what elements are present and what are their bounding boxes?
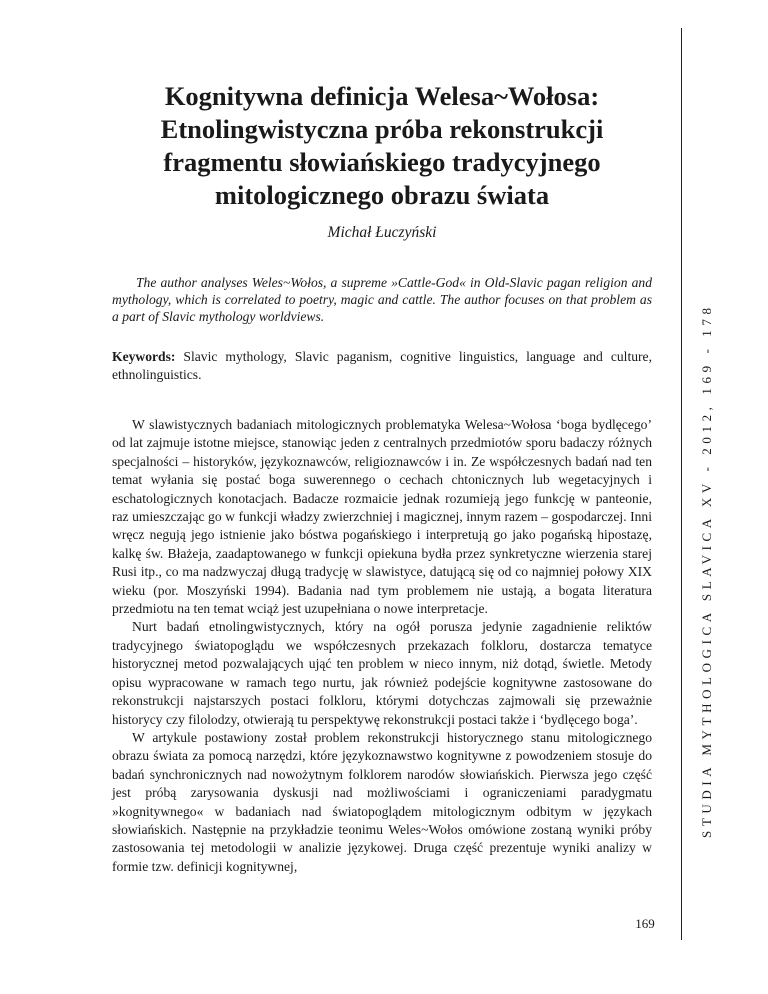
abstract: The author analyses Weles~Wołos, a supreme »Cattle-God« in Old-Slavic pagan religion and mythology, which is correlated to poetry, magic and cattle. The author focuses on that problem as a part of Slavic mythology worldviews.: [112, 275, 652, 325]
title-line-3: fragmentu słowiańskiego tradycyjnego: [163, 147, 601, 177]
running-head: STUDIA MYTHOLOGICA SLAVICA XV - 2012, 169 - 178: [699, 303, 714, 838]
author-name: Michał Łuczyński: [327, 224, 437, 241]
article-title: [112, 80, 652, 212]
margin-rule: [681, 28, 682, 940]
keywords-label: Keywords:: [112, 349, 176, 364]
title-line-2: Etnolingwistyczna próba rekonstrukcji: [160, 114, 604, 144]
body-paragraph-3: W artykule postawiony został problem rekonstrukcji historycznego stanu mitologicznego obrazu świata za pomocą narzędzi, które językoznawstwo kognitywne z powodzeniem stosuje do badań synchronicznych nad nowożytnym folklorem narodów słowiańskich. Pierwsza jego część jest próbą zarysowania dyskusji nad możliwościami i ograniczeniami paradygmatu »kognitywnego« w badaniach nad światopoglądem mitologicznym odbitym w językach słowiańskich. Następnie na przykładzie teonimu Weles~Wołos omówione zostaną wyniki próby zastosowania tej metodologii w analizie językowej. Druga część prezentuje wyniki analizy w formie tzw. definicji kognitywnej,: [112, 729, 652, 874]
title-line-1: Kognitywna definicja Welesa~Wołosa:: [164, 81, 600, 111]
keywords: [112, 348, 652, 384]
body-paragraph-2: Nurt badań etnolingwistycznych, który na ogół porusza jedynie zagadnienie reliktów tradycyjnego światopoglądu we współczesnych przekazach folkloru, dostarcza tematyce historycznej metod pozwalających ująć ten problem w nieco innym, niż dotąd, świetle. Metody opisu wypracowane w ramach tego nurtu, jak również podejście kognitywne zastosowane do rekonstrukcji najstarszych postaci folkloru, którymi dotychczas zajmowali się przeważnie historycy czy filolodzy, otwierają tu perspektywę rekonstrukcji postaci także i ‘bydlęcego boga’.: [112, 619, 652, 727]
keywords-text: Slavic mythology, Slavic paganism, cognitive linguistics, language and culture, ethnolinguistics.: [112, 349, 652, 382]
body-paragraph-1: W slawistycznych badaniach mitologicznych problematyka Welesa~Wołosa ‘boga bydlęcego’ od lat zajmuje istotne miejsce, stanowiąc jeden z centralnych przedmiotów sporu badaczy różnych specjalności – historyków, językoznawców, religioznawców i in. Ze współczesnych badań nad ten temat wyłania się postać boga suwerennego o cechach chtonicznych lub wegetacyjnych i eschatologicznych konotacjach. Badacze rozmaicie jednak rozumieją jego funkcję w panteonie, raz umieszczając go w funkcji władzy zwierzchniej i magicznej, innym razem – gospodarczej. Inni wręcz negują jego istnienie jako bóstwa pogańskiego i interpretują go jako pogańską hipostazę, kalkę św. Błażeja, zaadaptowanego w funkcji opiekuna bydła przez synkretyczne wierzenia starej Rusi itp., co ma nadzwyczaj długą tradycję w slawistyce, datującą się od co najmniej połowy XIX wieku (por. Moszyński 1994). Badania nad tym problemem nie ustają, a bogata literatura przedmiotu na ten temat wciąż jest uzupełniana o nowe interpretacje.: [112, 417, 652, 617]
article-body: [112, 416, 652, 876]
title-line-4: mitologicznego obrazu świata: [214, 180, 550, 210]
page-number: 169: [635, 916, 655, 931]
